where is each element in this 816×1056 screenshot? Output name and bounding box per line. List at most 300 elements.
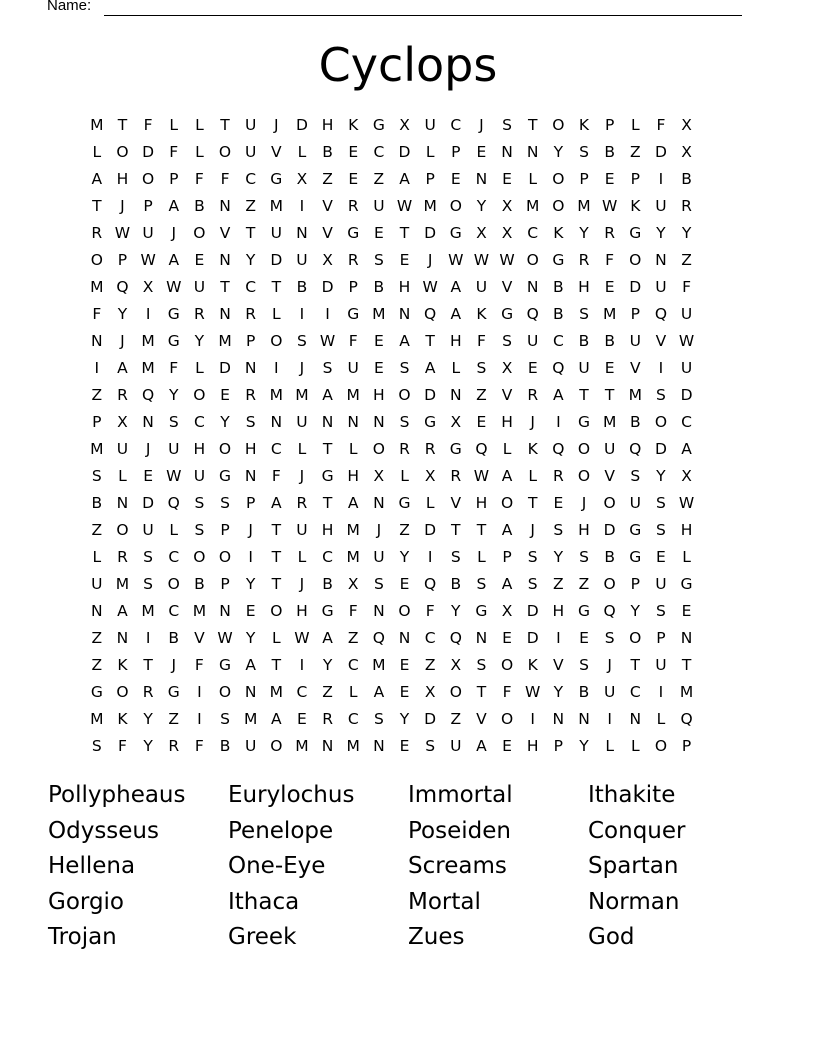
grid-letter[interactable]: T xyxy=(399,224,410,242)
grid-letter[interactable]: N xyxy=(219,305,231,323)
grid-letter[interactable]: S xyxy=(194,494,205,512)
grid-letter[interactable]: C xyxy=(245,278,257,296)
grid-letter[interactable]: S xyxy=(655,602,666,620)
grid-letter[interactable]: G xyxy=(501,305,514,323)
grid-letter[interactable]: L xyxy=(271,629,281,647)
grid-letter[interactable]: I xyxy=(145,305,151,323)
grid-letter[interactable]: D xyxy=(424,710,437,728)
grid-letter[interactable]: H xyxy=(578,521,590,539)
grid-letter[interactable]: S xyxy=(655,386,666,404)
grid-letter[interactable]: S xyxy=(143,575,154,593)
grid-letter[interactable]: G xyxy=(90,683,103,701)
grid-letter[interactable]: I xyxy=(325,305,330,323)
grid-letter[interactable]: X xyxy=(501,224,513,242)
grid-letter[interactable]: F xyxy=(348,332,358,350)
grid-letter[interactable]: C xyxy=(629,683,641,701)
grid-letter[interactable]: N xyxy=(244,467,257,485)
grid-letter[interactable]: E xyxy=(553,494,564,512)
grid-letter[interactable]: B xyxy=(553,305,564,323)
grid-letter[interactable]: V xyxy=(219,224,231,242)
grid-letter[interactable]: S xyxy=(322,359,333,377)
grid-letter[interactable]: F xyxy=(118,737,127,755)
grid-letter[interactable]: I xyxy=(607,710,612,728)
grid-letter[interactable]: Z xyxy=(424,656,436,674)
grid-letter[interactable]: U xyxy=(655,656,667,674)
grid-letter[interactable]: Y xyxy=(169,386,179,404)
grid-letter[interactable]: S xyxy=(194,521,205,539)
grid-letter[interactable]: D xyxy=(219,359,231,377)
grid-letter[interactable]: N xyxy=(321,413,334,431)
grid-letter[interactable]: B xyxy=(322,143,333,161)
grid-letter[interactable]: S xyxy=(399,413,410,431)
grid-letter[interactable]: B xyxy=(194,575,205,593)
grid-letter[interactable]: G xyxy=(347,224,360,242)
grid-letter[interactable]: U xyxy=(655,278,667,296)
grid-letter[interactable]: T xyxy=(117,116,128,134)
grid-letter[interactable]: X xyxy=(681,467,692,485)
grid-letter[interactable]: N xyxy=(116,494,129,512)
grid-letter[interactable]: M xyxy=(628,386,642,404)
grid-letter[interactable]: Y xyxy=(681,224,692,242)
grid-letter[interactable]: E xyxy=(656,548,666,566)
grid-letter[interactable]: B xyxy=(91,494,103,512)
grid-letter[interactable]: S xyxy=(476,359,487,377)
grid-letter[interactable]: T xyxy=(527,116,538,134)
grid-letter[interactable]: F xyxy=(476,332,486,350)
grid-letter[interactable]: W xyxy=(678,494,695,512)
grid-letter[interactable]: B xyxy=(629,413,641,431)
grid-letter[interactable]: A xyxy=(271,494,282,512)
grid-letter[interactable]: E xyxy=(373,224,384,242)
grid-letter[interactable]: O xyxy=(372,440,385,458)
grid-letter[interactable]: P xyxy=(451,143,461,161)
grid-letter[interactable]: T xyxy=(579,386,589,404)
grid-letter[interactable]: T xyxy=(271,548,282,566)
grid-letter[interactable]: N xyxy=(373,737,385,755)
grid-letter[interactable]: A xyxy=(553,386,564,404)
grid-letter[interactable]: O xyxy=(449,197,462,215)
grid-letter[interactable]: U xyxy=(91,575,103,593)
grid-letter[interactable]: S xyxy=(373,710,384,728)
grid-letter[interactable]: K xyxy=(527,440,538,458)
grid-letter[interactable]: J xyxy=(581,494,587,512)
grid-letter[interactable]: Y xyxy=(245,629,256,647)
grid-letter[interactable]: N xyxy=(347,413,360,431)
grid-letter[interactable]: J xyxy=(530,413,535,431)
grid-letter[interactable]: H xyxy=(193,440,206,458)
grid-letter[interactable]: O xyxy=(116,143,129,161)
grid-letter[interactable]: H xyxy=(501,413,513,431)
grid-letter[interactable]: S xyxy=(476,575,487,593)
grid-letter[interactable]: N xyxy=(655,251,667,269)
grid-letter[interactable]: C xyxy=(168,548,180,566)
grid-letter[interactable]: L xyxy=(297,548,307,566)
grid-letter[interactable]: I xyxy=(197,710,202,728)
grid-letter[interactable]: P xyxy=(117,251,128,269)
grid-letter[interactable]: J xyxy=(299,575,305,593)
grid-letter[interactable]: N xyxy=(296,224,308,242)
grid-letter[interactable]: U xyxy=(475,278,488,296)
grid-letter[interactable]: Z xyxy=(476,386,487,404)
grid-letter[interactable]: M xyxy=(346,548,360,566)
grid-letter[interactable]: X xyxy=(681,143,692,161)
grid-letter[interactable]: Q xyxy=(680,710,693,728)
grid-letter[interactable]: L xyxy=(297,143,307,161)
grid-letter[interactable]: O xyxy=(218,440,232,458)
grid-letter[interactable]: X xyxy=(681,116,692,134)
grid-letter[interactable]: O xyxy=(654,737,668,755)
grid-letter[interactable]: O xyxy=(449,683,462,701)
grid-letter[interactable]: U xyxy=(680,305,693,323)
grid-letter[interactable]: B xyxy=(296,278,308,296)
grid-letter[interactable]: F xyxy=(169,143,179,161)
grid-letter[interactable]: Q xyxy=(526,305,539,323)
grid-letter[interactable]: V xyxy=(501,278,513,296)
grid-letter[interactable]: Y xyxy=(553,143,564,161)
grid-letter[interactable]: R xyxy=(347,197,359,215)
grid-letter[interactable]: D xyxy=(654,440,667,458)
grid-letter[interactable]: E xyxy=(373,332,384,350)
grid-letter[interactable]: J xyxy=(427,251,433,269)
grid-letter[interactable]: S xyxy=(373,575,384,593)
grid-letter[interactable]: H xyxy=(347,467,360,485)
grid-letter[interactable]: X xyxy=(373,467,385,485)
grid-letter[interactable]: L xyxy=(528,467,538,485)
grid-letter[interactable]: U xyxy=(373,548,385,566)
grid-letter[interactable]: X xyxy=(296,170,308,188)
grid-letter[interactable]: O xyxy=(552,197,565,215)
grid-letter[interactable]: A xyxy=(399,170,410,188)
grid-letter[interactable]: H xyxy=(321,116,334,134)
grid-letter[interactable]: E xyxy=(348,143,359,161)
grid-letter[interactable]: T xyxy=(476,683,487,701)
grid-letter[interactable]: G xyxy=(321,602,334,620)
grid-letter[interactable]: K xyxy=(630,197,641,215)
grid-letter[interactable]: N xyxy=(398,629,411,647)
grid-letter[interactable]: N xyxy=(578,710,590,728)
grid-letter[interactable]: E xyxy=(476,143,487,161)
grid-letter[interactable]: W xyxy=(499,251,515,269)
grid-letter[interactable]: R xyxy=(193,305,205,323)
grid-letter[interactable]: O xyxy=(270,737,283,755)
grid-letter[interactable]: G xyxy=(629,521,642,539)
grid-letter[interactable]: O xyxy=(270,602,283,620)
grid-letter[interactable]: I xyxy=(658,170,664,188)
grid-letter[interactable]: R xyxy=(347,251,359,269)
grid-letter[interactable]: D xyxy=(142,494,155,512)
grid-letter[interactable]: S xyxy=(373,251,384,269)
grid-letter[interactable]: Z xyxy=(322,683,333,701)
grid-letter[interactable]: M xyxy=(90,116,104,134)
grid-letter[interactable]: P xyxy=(143,197,153,215)
grid-letter[interactable]: U xyxy=(450,737,462,755)
grid-letter[interactable]: R xyxy=(117,386,128,404)
grid-letter[interactable]: Y xyxy=(245,251,256,269)
grid-letter[interactable]: I xyxy=(299,305,305,323)
grid-letter[interactable]: Q xyxy=(424,305,437,323)
grid-letter[interactable]: S xyxy=(579,305,589,323)
grid-letter[interactable]: T xyxy=(604,386,615,404)
grid-letter[interactable]: M xyxy=(346,521,360,539)
grid-letter[interactable]: L xyxy=(195,143,204,161)
grid-letter[interactable]: P xyxy=(220,521,230,539)
grid-letter[interactable]: J xyxy=(248,521,253,539)
grid-letter[interactable]: W xyxy=(422,278,438,296)
grid-letter[interactable]: Q xyxy=(116,278,129,296)
grid-letter[interactable]: S xyxy=(91,737,102,755)
grid-letter[interactable]: T xyxy=(271,656,282,674)
grid-letter[interactable]: G xyxy=(219,467,232,485)
grid-letter[interactable]: T xyxy=(451,521,461,539)
grid-letter[interactable]: Q xyxy=(629,440,642,458)
grid-letter[interactable]: L xyxy=(118,467,127,485)
grid-letter[interactable]: Y xyxy=(579,224,589,242)
grid-letter[interactable]: O xyxy=(116,521,129,539)
grid-letter[interactable]: F xyxy=(348,602,358,620)
grid-letter[interactable]: C xyxy=(681,413,692,431)
grid-letter[interactable]: J xyxy=(171,656,177,674)
grid-letter[interactable]: C xyxy=(450,116,462,134)
grid-letter[interactable]: S xyxy=(527,548,538,566)
grid-letter[interactable]: E xyxy=(604,170,615,188)
grid-letter[interactable]: T xyxy=(220,116,230,134)
grid-letter[interactable]: G xyxy=(372,116,385,134)
grid-letter[interactable]: O xyxy=(398,602,411,620)
grid-letter[interactable]: A xyxy=(399,332,410,350)
grid-letter[interactable]: L xyxy=(195,116,204,134)
grid-letter[interactable]: K xyxy=(348,116,359,134)
grid-letter[interactable]: Q xyxy=(475,440,488,458)
grid-letter[interactable]: N xyxy=(219,251,231,269)
grid-letter[interactable]: Y xyxy=(630,602,640,620)
grid-letter[interactable]: S xyxy=(553,521,564,539)
grid-letter[interactable]: G xyxy=(167,683,180,701)
grid-letter[interactable]: E xyxy=(399,251,410,269)
grid-letter[interactable]: O xyxy=(193,386,206,404)
grid-letter[interactable]: N xyxy=(270,413,283,431)
grid-letter[interactable]: O xyxy=(193,548,206,566)
grid-letter[interactable]: C xyxy=(322,548,333,566)
name-line[interactable] xyxy=(104,15,742,16)
grid-letter[interactable]: N xyxy=(91,332,103,350)
grid-letter[interactable]: B xyxy=(450,575,462,593)
grid-letter[interactable]: J xyxy=(376,521,382,539)
grid-letter[interactable]: E xyxy=(681,602,692,620)
grid-letter[interactable]: K xyxy=(117,656,128,674)
grid-letter[interactable]: O xyxy=(500,710,514,728)
grid-letter[interactable]: B xyxy=(604,548,615,566)
grid-letter[interactable]: N xyxy=(219,602,231,620)
grid-letter[interactable]: T xyxy=(245,224,256,242)
grid-letter[interactable]: L xyxy=(348,683,358,701)
grid-letter[interactable]: E xyxy=(502,629,512,647)
grid-letter[interactable]: X xyxy=(476,224,487,242)
grid-letter[interactable]: D xyxy=(603,521,616,539)
grid-letter[interactable]: N xyxy=(526,143,539,161)
grid-letter[interactable]: M xyxy=(295,386,309,404)
grid-letter[interactable]: A xyxy=(424,359,436,377)
grid-letter[interactable]: G xyxy=(577,413,590,431)
grid-letter[interactable]: D xyxy=(424,386,437,404)
grid-letter[interactable]: D xyxy=(526,602,539,620)
grid-letter[interactable]: Q xyxy=(552,359,565,377)
grid-letter[interactable]: W xyxy=(473,251,490,269)
grid-letter[interactable]: I xyxy=(530,710,535,728)
grid-letter[interactable]: U xyxy=(193,278,206,296)
grid-letter[interactable]: I xyxy=(94,359,100,377)
grid-letter[interactable]: G xyxy=(577,602,590,620)
grid-letter[interactable]: H xyxy=(552,602,565,620)
grid-letter[interactable]: Y xyxy=(194,332,205,350)
grid-letter[interactable]: O xyxy=(193,224,206,242)
grid-letter[interactable]: I xyxy=(658,359,664,377)
grid-letter[interactable]: A xyxy=(373,683,385,701)
grid-letter[interactable]: U xyxy=(347,359,359,377)
grid-letter[interactable]: R xyxy=(424,440,436,458)
grid-letter[interactable]: O xyxy=(218,683,232,701)
grid-letter[interactable]: Z xyxy=(553,575,564,593)
grid-letter[interactable]: S xyxy=(245,413,256,431)
grid-letter[interactable]: Q xyxy=(603,602,616,620)
grid-letter[interactable]: V xyxy=(629,359,641,377)
grid-letter[interactable]: N xyxy=(321,737,334,755)
grid-letter[interactable]: I xyxy=(197,683,202,701)
grid-letter[interactable]: W xyxy=(601,197,618,215)
grid-letter[interactable]: H xyxy=(475,494,488,512)
grid-letter[interactable]: G xyxy=(475,602,488,620)
grid-letter[interactable]: Z xyxy=(168,710,180,728)
grid-letter[interactable]: R xyxy=(681,197,692,215)
grid-letter[interactable]: E xyxy=(143,467,153,485)
grid-letter[interactable]: F xyxy=(220,170,230,188)
grid-letter[interactable]: S xyxy=(168,413,179,431)
grid-letter[interactable]: E xyxy=(604,278,615,296)
grid-letter[interactable]: C xyxy=(193,413,205,431)
grid-letter[interactable]: U xyxy=(603,683,616,701)
grid-letter[interactable]: G xyxy=(219,656,232,674)
grid-letter[interactable]: I xyxy=(556,413,561,431)
grid-letter[interactable]: Z xyxy=(373,170,385,188)
grid-letter[interactable]: M xyxy=(141,332,155,350)
grid-letter[interactable]: U xyxy=(680,359,693,377)
grid-letter[interactable]: N xyxy=(373,413,385,431)
grid-letter[interactable]: H xyxy=(116,170,129,188)
grid-letter[interactable]: K xyxy=(578,116,590,134)
grid-letter[interactable]: U xyxy=(142,224,154,242)
grid-letter[interactable]: W xyxy=(217,629,233,647)
grid-letter[interactable]: G xyxy=(629,224,642,242)
grid-letter[interactable]: O xyxy=(116,683,129,701)
grid-letter[interactable]: Z xyxy=(450,710,462,728)
grid-letter[interactable]: A xyxy=(450,305,462,323)
grid-letter[interactable]: E xyxy=(502,170,512,188)
grid-letter[interactable]: M xyxy=(295,737,309,755)
grid-letter[interactable]: F xyxy=(194,656,204,674)
grid-letter[interactable]: O xyxy=(629,251,642,269)
grid-letter[interactable]: N xyxy=(91,602,103,620)
grid-letter[interactable]: E xyxy=(245,602,256,620)
grid-letter[interactable]: Y xyxy=(476,197,487,215)
grid-letter[interactable]: O xyxy=(167,575,180,593)
grid-letter[interactable]: F xyxy=(194,737,204,755)
grid-letter[interactable]: E xyxy=(399,737,410,755)
grid-letter[interactable]: E xyxy=(194,251,205,269)
grid-letter[interactable]: H xyxy=(296,602,308,620)
grid-letter[interactable]: E xyxy=(527,359,538,377)
grid-letter[interactable]: M xyxy=(141,359,155,377)
grid-letter[interactable]: Z xyxy=(245,197,256,215)
grid-letter[interactable]: S xyxy=(630,467,641,485)
grid-letter[interactable]: M xyxy=(679,683,694,701)
grid-letter[interactable]: K xyxy=(553,224,564,242)
grid-letter[interactable]: I xyxy=(556,629,561,647)
grid-letter[interactable]: P xyxy=(425,170,435,188)
grid-letter[interactable]: M xyxy=(372,656,386,674)
grid-letter[interactable]: I xyxy=(658,683,664,701)
grid-letter[interactable]: X xyxy=(450,413,462,431)
grid-letter[interactable]: N xyxy=(552,710,565,728)
grid-letter[interactable]: I xyxy=(248,548,253,566)
grid-letter[interactable]: N xyxy=(680,629,693,647)
grid-letter[interactable]: M xyxy=(90,440,104,458)
grid-letter[interactable]: Q xyxy=(654,305,668,323)
grid-letter[interactable]: S xyxy=(399,359,410,377)
grid-letter[interactable]: R xyxy=(578,251,590,269)
grid-letter[interactable]: R xyxy=(399,440,410,458)
grid-letter[interactable]: Y xyxy=(220,413,230,431)
grid-letter[interactable]: R xyxy=(142,683,154,701)
grid-letter[interactable]: N xyxy=(475,629,488,647)
grid-letter[interactable]: Z xyxy=(91,656,103,674)
grid-letter[interactable]: X xyxy=(450,656,462,674)
grid-letter[interactable]: T xyxy=(271,521,282,539)
grid-letter[interactable]: C xyxy=(373,143,385,161)
grid-letter[interactable]: P xyxy=(220,575,230,593)
grid-letter[interactable]: O xyxy=(654,413,668,431)
grid-letter[interactable]: G xyxy=(270,170,283,188)
grid-letter[interactable]: H xyxy=(526,737,539,755)
grid-letter[interactable]: T xyxy=(425,332,435,350)
grid-letter[interactable]: J xyxy=(299,467,305,485)
grid-letter[interactable]: M xyxy=(269,683,283,701)
grid-letter[interactable]: E xyxy=(399,683,410,701)
grid-letter[interactable]: P xyxy=(604,116,615,134)
grid-letter[interactable]: A xyxy=(117,602,128,620)
grid-letter[interactable]: M xyxy=(577,197,591,215)
grid-letter[interactable]: A xyxy=(501,575,513,593)
grid-letter[interactable]: D xyxy=(142,143,155,161)
grid-letter[interactable]: R xyxy=(527,386,539,404)
grid-letter[interactable]: R xyxy=(552,467,564,485)
grid-letter[interactable]: L xyxy=(605,737,614,755)
grid-letter[interactable]: G xyxy=(552,251,565,269)
grid-letter[interactable]: M xyxy=(141,602,155,620)
grid-letter[interactable]: T xyxy=(476,521,487,539)
grid-letter[interactable]: V xyxy=(450,494,462,512)
grid-letter[interactable]: X xyxy=(501,197,513,215)
grid-letter[interactable]: X xyxy=(322,251,333,269)
grid-letter[interactable]: W xyxy=(140,251,156,269)
grid-letter[interactable]: B xyxy=(578,683,590,701)
grid-letter[interactable]: Y xyxy=(553,683,564,701)
grid-letter[interactable]: R xyxy=(322,710,333,728)
grid-letter[interactable]: B xyxy=(373,278,385,296)
grid-letter[interactable]: S xyxy=(220,494,230,512)
grid-letter[interactable]: M xyxy=(423,197,437,215)
grid-letter[interactable]: H xyxy=(449,332,462,350)
grid-letter[interactable]: S xyxy=(476,656,487,674)
grid-letter[interactable]: B xyxy=(168,629,180,647)
